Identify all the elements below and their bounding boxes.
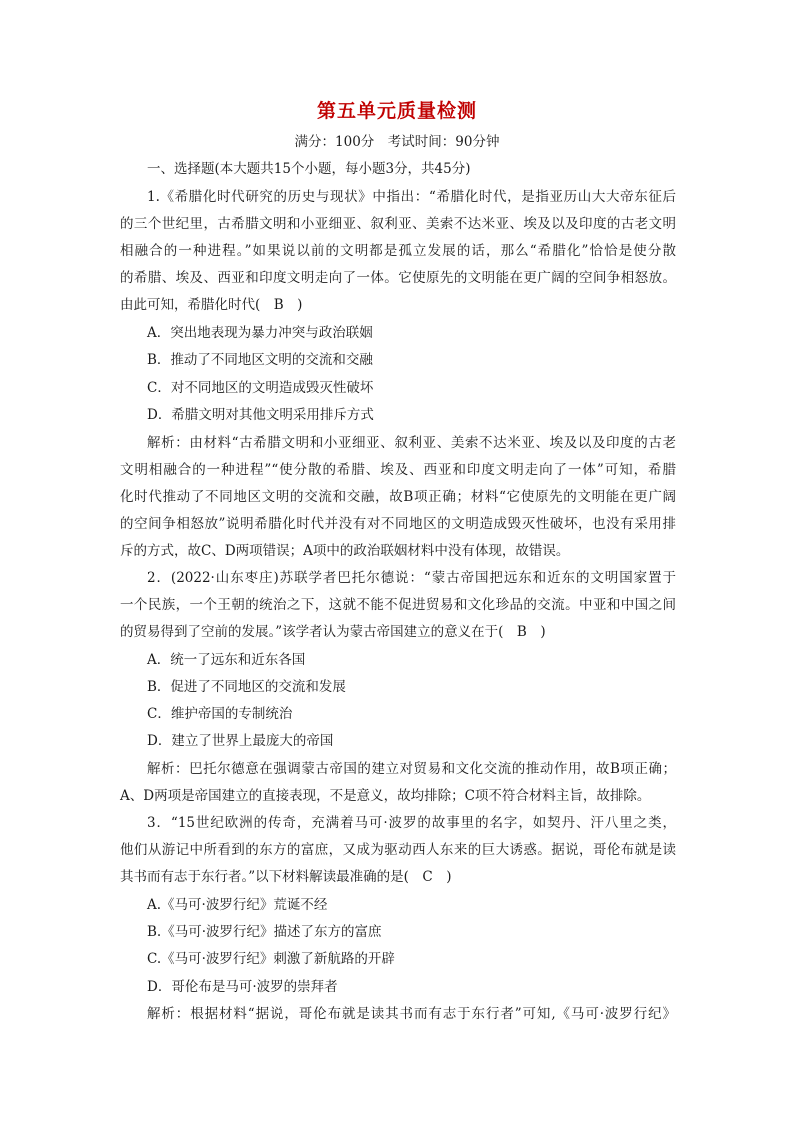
analysis-line: 化时代推动了不同地区文明的交流和交融，故B项正确；材料“它使原先的文明能在更广阔 [120,489,676,505]
option-c: C．对不同地区的文明造成毁灭性破坏 [147,380,374,396]
analysis-line: 文明相融合的一种进程”“使分散的希腊、埃及、西亚和印度文明走向了一体”可知，希腊 [120,462,676,478]
question-text-line: 由此可知，希腊化时代( B ) [120,297,303,313]
question-text-line: 3．“15世纪欧洲的传奇，充满着马可·波罗的故事里的名字，如契丹、汗八里之类， [147,815,676,831]
option-a: A．统一了远东和近东各国 [147,652,306,668]
question-text-line: 一个民族，一个王朝的统治之下，这就不能不促进贸易和文化珍品的交流。中亚和中国之间 [120,597,676,613]
question-text-line: 他们从游记中所看到的东方的富庶，又成为驱动西人东来的巨大诱惑。据说，哥伦布就是读 [120,842,676,858]
question-text-line: 1.《希腊化时代研究的历史与现状》中指出：“希腊化时代，是指亚历山大大帝东征后 [147,189,676,205]
option-b: B.《马可·波罗行纪》描述了东方的富庶 [147,924,382,940]
option-d: D．希腊文明对其他文明采用排斥方式 [147,407,374,423]
option-c: C．维护帝国的专制统治 [147,706,293,722]
analysis-line: 解析：巴托尔德意在强调蒙古帝国的建立对贸易和文化交流的推动作用，故B项正确； [147,761,676,777]
option-b: B．促进了不同地区的交流和发展 [147,679,346,695]
option-a: A.《马可·波罗行纪》荒诞不经 [147,897,328,913]
analysis-line: A、D两项是帝国建立的直接表现，不是意义，故均排除；C项不符合材料主旨，故排除。 [120,788,651,804]
option-d: D．建立了世界上最庞大的帝国 [147,733,334,749]
option-c: C.《马可·波罗行纪》刺激了新航路的开辟 [147,951,395,967]
exam-meta: 满分：100分 考试时间：90分钟 [294,134,500,150]
question-text-line: 的三个世纪里，古希腊文明和小亚细亚、叙利亚、美索不达米亚、埃及以及印度的古老文明 [120,216,676,232]
analysis-line: 解析：由材料“古希腊文明和小亚细亚、叙利亚、美索不达米亚、埃及以及印度的古老 [147,435,676,451]
question-text-line: 2．(2022·山东枣庄)苏联学者巴托尔德说：“蒙古帝国把远东和近东的文明国家置于 [147,570,676,586]
analysis-line: 斥的方式，故C、D两项错误；A项中的政治联姻材料中没有体现，故错误。 [120,543,570,559]
question-text-line: 相融合的一种进程。”如果说以前的文明都是孤立发展的话，那么“希腊化”恰恰是使分散 [120,243,676,259]
option-a: A．突出地表现为暴力冲突与政治联姻 [147,325,373,341]
analysis-line: 解析：根据材料“据说，哥伦布就是读其书而有志于东行者”可知,《马可·波罗行纪》 [147,1006,676,1022]
option-d: D．哥伦布是马可·波罗的崇拜者 [147,979,338,995]
analysis-line: 的空间争相怒放”说明希腊化时代并没有对不同地区的文明造成毁灭性破坏，也没有采用排 [120,516,676,532]
question-text-line: 的贸易得到了空前的发展。”该学者认为蒙古帝国建立的意义在于( B ) [120,624,546,640]
page-title: 第五单元质量检测 [316,100,477,122]
question-text-line: 其书而有志于东行者。”以下材料解读最准确的是( C ) [120,869,452,885]
question-text-line: 的希腊、埃及、西亚和印度文明走向了一体。它使原先的文明能在更广阔的空间争相怒放。 [120,270,676,286]
section-heading: 一、选择题(本大题共15个小题，每小题3分，共45分) [147,161,471,177]
option-b: B．推动了不同地区文明的交流和交融 [147,352,373,368]
